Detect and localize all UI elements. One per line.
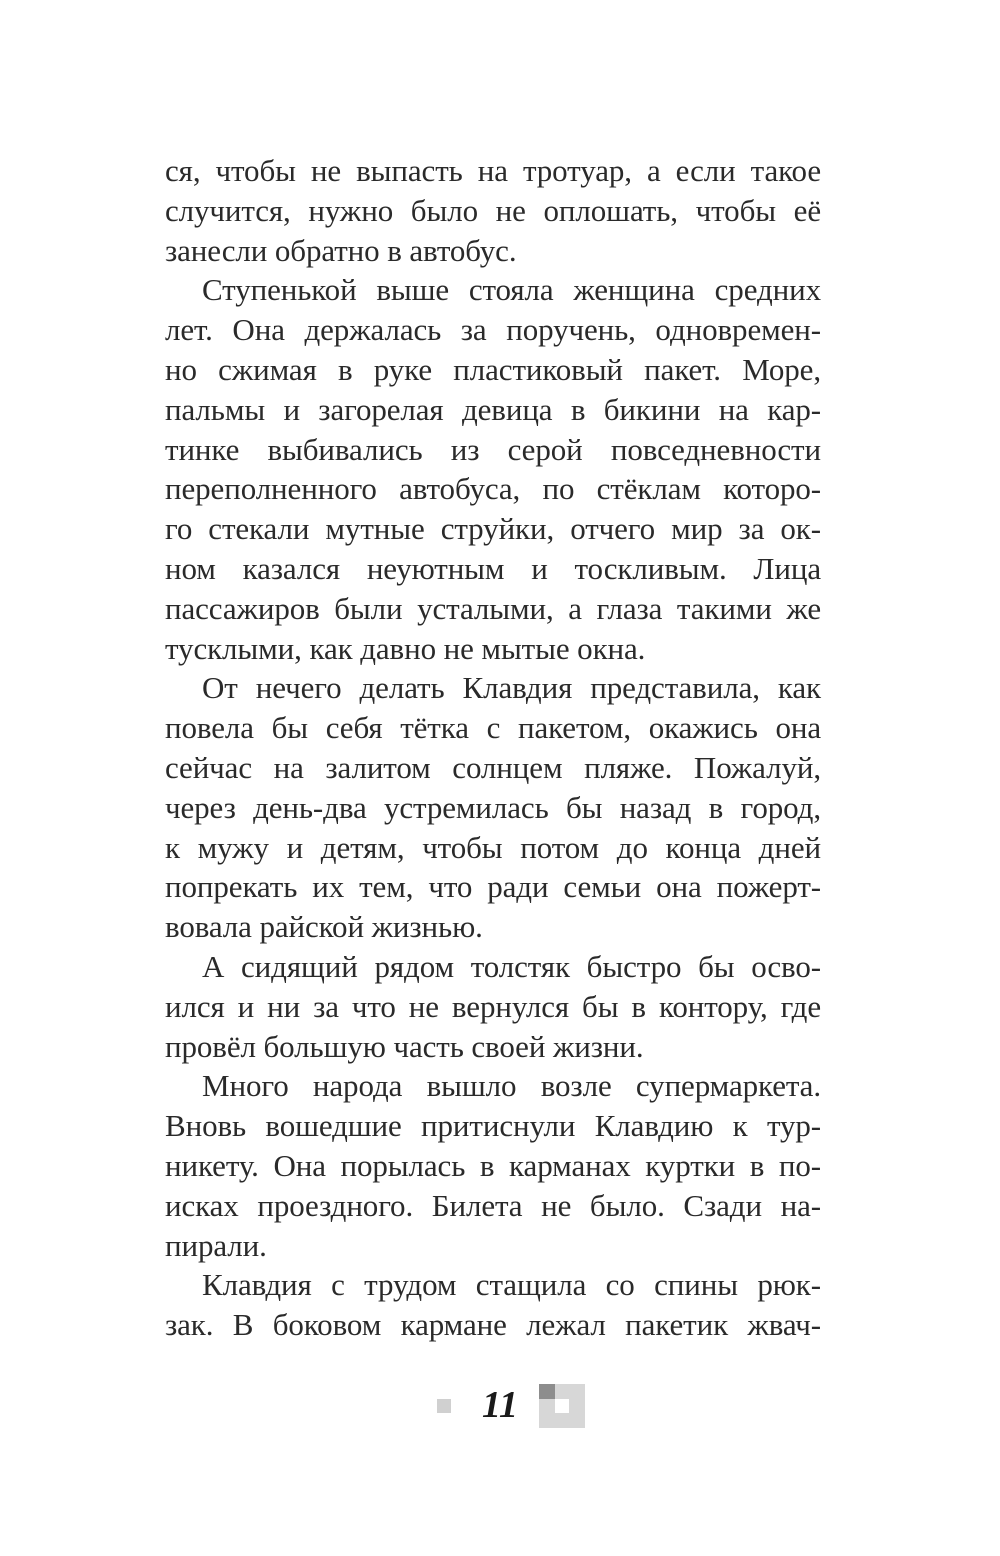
text-line: зак. В боковом кармане лежал пакетик жвач- bbox=[165, 1307, 821, 1343]
page-number: 11 bbox=[482, 1384, 518, 1426]
text-line: А сидящий рядом толстяк быстро бы осво- bbox=[202, 948, 821, 984]
text-line: через день-два устремилась бы назад в город, bbox=[165, 789, 821, 825]
text-line: к мужу и детям, чтобы потом до конца дней bbox=[165, 829, 821, 865]
text-line: Вновь вошедшие притиснули Клавдию к тур- bbox=[165, 1108, 821, 1144]
text-line: пассажиров были усталыми, а глаза такими же bbox=[165, 590, 821, 626]
text-line: переполненного автобуса, по стёклам которо- bbox=[165, 471, 821, 507]
footer-ornament-inner-square bbox=[555, 1399, 569, 1413]
text-line: ился и ни за что не вернулся бы в контору, где bbox=[165, 988, 821, 1024]
page-footer bbox=[0, 1382, 1000, 1430]
text-line: повела бы себя тётка с пакетом, окажись она bbox=[165, 710, 821, 746]
text-line: Много народа вышло возле супермаркета. bbox=[202, 1068, 821, 1104]
text-line: ном казался неуютным и тоскливым. Лица bbox=[165, 550, 821, 586]
text-line: никету. Она порылась в карманах куртки в по- bbox=[165, 1147, 821, 1183]
paragraph bbox=[165, 947, 821, 1066]
text-line: тинке выбивались из серой повседневности bbox=[165, 431, 821, 467]
text-line: провёл большую часть своей жизни. bbox=[165, 1028, 644, 1064]
text-line: От нечего делать Клавдия представила, как bbox=[202, 670, 821, 706]
footer-ornament-dark-square bbox=[539, 1384, 555, 1399]
text-line: вовала райской жизнью. bbox=[165, 909, 483, 945]
text-line: ся, чтобы не выпасть на тротуар, а если такое bbox=[165, 153, 821, 188]
paragraph bbox=[165, 270, 821, 668]
text-line: тусклыми, как давно не мытые окна. bbox=[165, 630, 646, 666]
paragraph bbox=[165, 668, 821, 947]
body-text bbox=[165, 151, 821, 1345]
text-line: сейчас на залитом солнцем пляже. Пожалуй, bbox=[165, 749, 821, 785]
paragraph bbox=[165, 151, 821, 270]
text-line: го стекали мутные струйки, отчего мир за ок- bbox=[165, 511, 821, 547]
text-line: Клавдия с трудом стащила со спины рюк- bbox=[202, 1267, 821, 1303]
footer-ornament-left bbox=[437, 1399, 451, 1413]
text-line: лет. Она держалась за поручень, одновремен- bbox=[165, 312, 821, 348]
text-line: занесли обратно в автобус. bbox=[165, 232, 517, 268]
footer-ornament-right bbox=[539, 1384, 585, 1428]
text-line: пирали. bbox=[165, 1227, 267, 1263]
text-line: но сжимая в руке пластиковый пакет. Море, bbox=[165, 351, 821, 387]
text-line: попрекать их тем, что ради семьи она пожерт- bbox=[165, 869, 821, 905]
text-line: исках проездного. Билета не было. Сзади на- bbox=[165, 1187, 821, 1223]
paragraph bbox=[165, 1066, 821, 1265]
paragraph bbox=[165, 1265, 821, 1345]
text-line: Ступенькой выше стояла женщина средних bbox=[202, 272, 821, 308]
text-line: случится, нужно было не оплошать, чтобы её bbox=[165, 192, 821, 228]
text-line: пальмы и загорелая девица в бикини на кар- bbox=[165, 391, 821, 427]
